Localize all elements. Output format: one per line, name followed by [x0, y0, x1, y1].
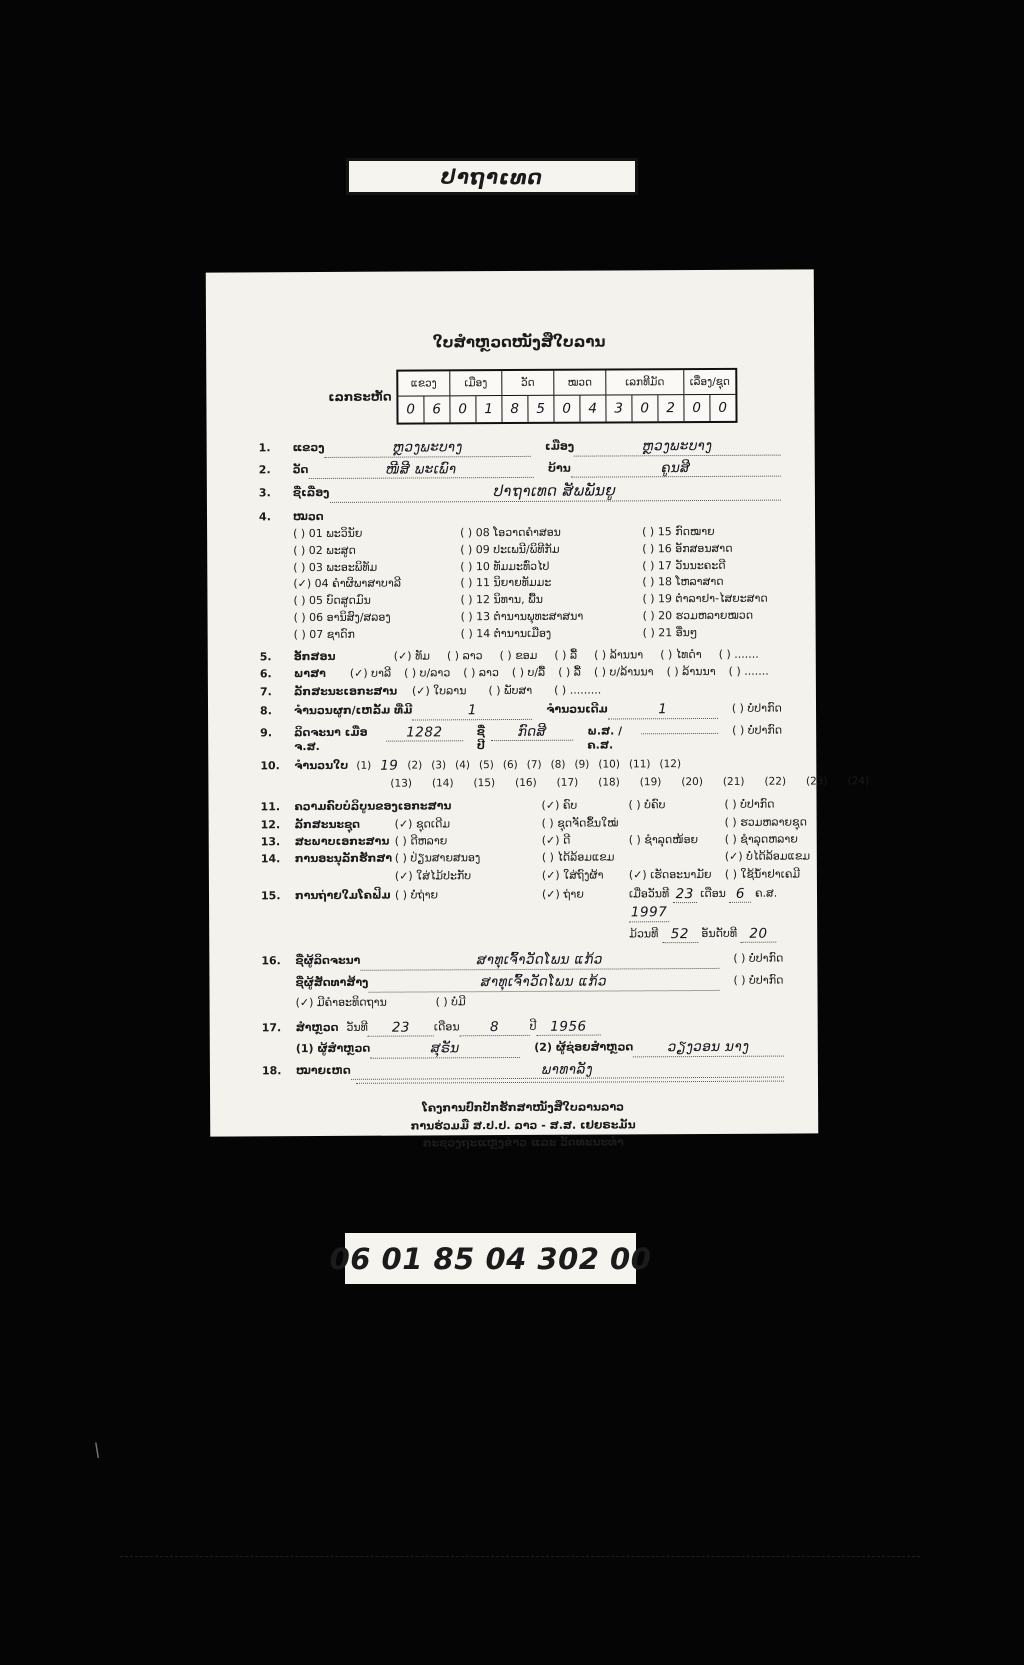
leaf-marker: (19) [639, 775, 662, 789]
handwritten-year-name: ກົດສີ [517, 723, 547, 740]
code-digit-cell: 4 [579, 396, 605, 422]
handwritten-temple: ໜີສີ ພະເພົາ [385, 460, 457, 478]
scanned-form-page [206, 269, 870, 1150]
leaf-marker: (18) [598, 776, 620, 789]
code-col-header: ແຂວງ [398, 371, 449, 397]
category-option: ( ) 02 ພະສູດ [293, 543, 356, 557]
dotted-field [308, 460, 534, 480]
script-option: ( ) ລື້ [554, 648, 578, 662]
code-digit-cell: 0 [631, 395, 657, 421]
form-item-14-row2 [261, 867, 801, 884]
handwritten-year: 1997 [630, 904, 668, 921]
handwritten-reel: 52 [670, 925, 689, 943]
handwritten-surveyor: ສຸຣັນ [430, 1040, 460, 1057]
handwritten-cs-year: 1282 [406, 723, 443, 741]
condition-option: ( ) ຊຳລຸດຫລາຍ [724, 832, 798, 846]
bottom-code-text: 06 01 85 04 302 00 [329, 1241, 652, 1276]
not-shown-option: ( ) ບໍ່ປາກົດ [732, 723, 783, 737]
field-label-fascicles: ຈຳນວນຜູກ/ເຫລັ້ມ ທີ່ມີ [294, 703, 413, 718]
colophon-option: (✓) ມີຄຳອະທິດຖານ [295, 995, 387, 1009]
dotted-field [356, 1081, 784, 1084]
category-option: ( ) 13 ຕຳນານພຸທະສາສນາ [460, 609, 584, 624]
leaf-marker: (7) [526, 758, 542, 772]
code-col-header: ເລກທີມັດ [606, 370, 683, 396]
category-option-checked: (✓) 04 ຄຳຜິພາສາບາລີ [293, 577, 401, 591]
language-option: ( ) ບ/ລ້ານນາ [593, 665, 654, 679]
preservation-option: (✓) ໃສ່ຖົງຜ້າ [541, 868, 604, 882]
dotted-field [412, 701, 532, 720]
field-label-leaf-count: ຈຳນວນໃບ [294, 758, 349, 773]
code-col-header: ເລື່ອງ/ຊຸດ [684, 369, 735, 395]
language-option: (✓) ບາລີ [349, 667, 392, 681]
scan-edge-line [120, 1556, 920, 1557]
handwritten-month: 6 [735, 885, 746, 902]
code-digit-cell: 3 [614, 400, 624, 417]
dotted-field [370, 1039, 520, 1058]
dotted-field [740, 925, 776, 944]
code-digit-cell: 0 [692, 400, 702, 417]
code-digit-cell: 0 [458, 401, 468, 418]
field-label-bs-cs: ພ.ສ. /ຄ.ສ. [587, 723, 623, 752]
category-option: ( ) 20 ຮວມຫລາຍໝວດ [642, 608, 754, 623]
preservation-option: ( ) ໃຊ້ນ້ຳຢາເຄມີ [724, 867, 801, 881]
leaf-marker: (5) [478, 759, 494, 772]
top-title-card [346, 158, 638, 195]
code-digit-cell: 0 [562, 401, 572, 418]
preservation-option: (✓) ເຮັດອະນາມັຍ [628, 867, 712, 881]
dotted-field [368, 1018, 434, 1037]
field-label-assistant: (2) ຜູ້ຊ່ອຍສຳຫຼວດ [534, 1040, 634, 1055]
handwritten-scribe: ສາທຸເຈົ້າວັດໂພນ ແກ້ວ [476, 951, 603, 969]
handwritten-district: ຫຼວງພະບາງ [642, 438, 713, 455]
form-item-10: 10. ຈຳນວນໃບ (1) 19 (2) (3) (4) (5) (6) (7) (8) (9) (10) (11) (12) [260, 757, 682, 774]
handwritten-donor: ສາທຸເຈົ້າວັດໂພນ ແກ້ວ [480, 973, 608, 991]
field-label-province: ແຂວງ [292, 441, 325, 455]
category-column-2 [460, 525, 643, 641]
field-label-scribe: ຊື່ຜູ້ລິດຈະນາ [295, 954, 361, 968]
doc-type-option: ( ) ພັບສາ [488, 683, 533, 697]
category-option: ( ) 08 ໂອວາດຄຳສອນ [460, 525, 561, 540]
field-label-category: ໝວດ [292, 509, 324, 523]
form-item-16: 16. ຊື່ຜູ້ລິດຈະນາ ສາທຸເຈົ້າວັດໂພນ ແກ້ວ ( ) ບໍ່ປາກົດ [261, 950, 783, 971]
not-shown-option: ( ) ບໍ່ປາກົດ [731, 701, 782, 715]
category-option: ( ) 15 ກົດໝາຍ [642, 524, 715, 539]
dotted-field [574, 437, 781, 457]
code-col-header: ວັດ [502, 370, 553, 396]
code-table-label: ເລກຣະຫັດ [328, 389, 392, 404]
dotted-field [633, 1038, 784, 1057]
microfilm-option: (✓) ຖ່າຍ [541, 887, 584, 901]
code-digit-cell: 5 [527, 396, 553, 422]
code-digit-cell: 8 [510, 401, 520, 418]
form-item-5: 5. ອັກສອນ (✓) ທັມ ( ) ລາວ ( ) ຂອມ ( ) ລື້ ( ) ລ້ານນາ ( ) ໄທດຳ ( ) ....... [259, 647, 759, 664]
form-item-15: 15. ການຖ່າຍໃມໂຄຟິມ ( ) ບໍ່ຖ່າຍ (✓) ຖ່າຍ ເມື່ອວັນທີ 23 ເດືອນ 6 ຄ.ສ. 1997 [261, 884, 783, 924]
leaf-marker: (10) [598, 758, 620, 771]
code-digit-cell: 0 [709, 395, 735, 421]
preservation-option: (✓) ບໍ່ໄດ້ລ້ອມແຂມ [724, 849, 811, 864]
script-option: ( ) ....... [718, 647, 759, 662]
field-label-condition: ສະພາບເອກະສານ [294, 834, 390, 849]
code-digit-cell: 1 [475, 396, 501, 422]
leaf-marker: (24) [847, 774, 870, 787]
doc-type-option: ( ) ......... [554, 683, 602, 697]
set-type-option: ( ) ຊຸດຈັດຂຶ້ນໃໝ່ [541, 816, 619, 830]
condition-option: (✓) ດີ [541, 833, 571, 847]
leaf-marker: (17) [556, 776, 579, 789]
handwritten-seq: 20 [749, 925, 768, 942]
field-label-microfilm: ການຖ່າຍໃມໂຄຟິມ [294, 888, 391, 902]
not-shown-option: ( ) ບໍ່ປາກົດ [733, 973, 784, 987]
leaf-marker: (14) [431, 776, 454, 790]
dotted-field [360, 950, 719, 970]
field-label-village: ບ້ານ [547, 461, 571, 475]
code-col-province [398, 371, 449, 423]
dotted-field [351, 1060, 784, 1081]
leaf-marker: (4) [455, 759, 471, 772]
category-option: ( ) 10 ທັມມະທົ່ວໄປ [460, 559, 550, 573]
page-footer [262, 1098, 784, 1152]
form-item-17-row2 [262, 1038, 784, 1059]
code-digit-cell: 6 [423, 396, 449, 422]
form-item-7: 7. ລັກສະນະເອກະສານ (✓) ໃບລານ ( ) ພັບສາ ( ) ......... [259, 683, 602, 699]
handwritten-village: ຄູນສີ [661, 459, 691, 476]
code-col-temple [501, 370, 553, 422]
category-option: ( ) 18 ໂຫລາສາດ [642, 575, 724, 589]
handwritten-count: 1 [658, 701, 668, 718]
leaf-marker: (12) [659, 758, 682, 771]
dotted-field [608, 700, 718, 719]
leaf-marker: (6) [502, 759, 518, 772]
completeness-option: ( ) ບໍ່ປາກົດ [724, 797, 775, 812]
form-item-6: 6. ພາສາ (✓) ບາລີ ( ) ບ/ລາວ ( ) ລາວ ( ) ບ/ລື້ ( ) ລື້ ( ) ບ/ລ້ານນາ ( ) ລ້ານນາ ( ) ....... [259, 665, 769, 681]
code-col-set [683, 369, 735, 421]
field-label-script: ອັກສອນ [293, 650, 336, 664]
field-label-donor: ຊື່ຜູ້ສັດທາສ້າງ [295, 975, 369, 990]
category-column-1 [293, 526, 461, 642]
handwritten-assistant: ວຽງວອນ ນາງ [667, 1039, 750, 1056]
set-type-option: (✓) ຊຸດເດີມ [394, 816, 451, 831]
code-col-header: ໝວດ [554, 370, 605, 396]
dotted-field [386, 723, 463, 742]
preservation-option: ( ) ປ່ຽນສາຍສນອງ [394, 851, 481, 865]
code-table [396, 367, 737, 424]
language-option: ( ) ລາວ [463, 666, 499, 680]
field-label-survey: ສຳຫຼວດ [295, 1020, 339, 1034]
language-option: ( ) ລ້ານນາ [666, 665, 716, 679]
footer-line-2: ການຮ່ວມມື ສ.ປ.ປ. ລາວ - ສ.ສ. ເຢຍຣະມັນ [410, 1117, 636, 1133]
dotted-field [329, 480, 781, 503]
field-label-remarks: ໝາຍເຫດ [295, 1063, 351, 1078]
category-option: ( ) 16 ອັກສອນສາດ [642, 541, 733, 556]
dotted-field [368, 972, 719, 992]
category-grid [293, 525, 782, 643]
dotted-field [673, 885, 697, 904]
form-item-3: 3. ຊື່ເລື່ອງ ປາຖາເທດ ສັພພັນຍູ [259, 480, 781, 503]
field-label-original-count: ຈຳນວນເດີມ [546, 702, 608, 716]
colophon-option: ( ) ບໍ່ມີ [435, 994, 466, 1008]
category-option: ( ) 11 ນິຍາຍທັມມະ [460, 576, 552, 590]
code-digit-cell: 0 [406, 401, 416, 418]
handwritten-leaf-count: 19 [380, 757, 399, 774]
not-shown-option: ( ) ບໍ່ປາກົດ [733, 952, 784, 966]
handwritten-count: 1 [467, 702, 477, 719]
form-item-13: 13. ສະພາບເອກະສານ ( ) ດີຫລາຍ (✓) ດີ ( ) ຊຳລຸດໜ້ອຍ ( ) ຊຳລຸດຫລາຍ [260, 832, 798, 849]
category-option: ( ) 03 ພະອະພິທັມ [293, 560, 378, 574]
microfilm-reel: ມ້ວນທີ 52 ອັນດັບທີ 20 [629, 925, 776, 944]
leaf-marker: (15) [473, 776, 496, 789]
completeness-option: (✓) ຄົບ [541, 798, 578, 813]
condition-option: ( ) ດີຫລາຍ [394, 834, 448, 848]
handwritten-text-title: ປາຖາເທດ ສັພພັນຍູ [493, 481, 617, 501]
field-label-title-of-text: ຊື່ເລື່ອງ [292, 486, 330, 500]
leaf-marker: (8) [550, 758, 566, 771]
leaf-marker: (23) [806, 775, 828, 788]
form-item-4: 4. ໝວດ [258, 509, 324, 524]
microfilm-date: ເມື່ອວັນທີ 23 ເດືອນ 6 ຄ.ສ. 1997 [628, 885, 778, 921]
script-option: (✓) ທັມ [393, 649, 431, 663]
leaf-marker: (2) [407, 759, 423, 772]
bottom-code-card [329, 1233, 652, 1284]
language-option: ( ) ບ/ລາວ [404, 666, 451, 680]
form-item-8: 8. ຈຳນວນຜູກ/ເຫລັ້ມ ທີ່ມີ 1 ຈຳນວນເດີມ 1 ( ) ບໍ່ປາກົດ [260, 701, 782, 719]
field-label-completeness: ຄວາມຄົບບໍລິບູນຂອງເອກະສານ [294, 799, 452, 814]
dotted-field [491, 722, 573, 741]
leaf-marker: (21) [722, 775, 745, 788]
category-column-3 [642, 525, 768, 641]
dotted-field [571, 458, 781, 478]
code-digit-cell: 2 [657, 395, 683, 421]
handwritten-survey-year: 1956 [550, 1018, 587, 1035]
form-item-18: 18. ໝາຍເຫດ ພາທາລັງ [262, 1060, 784, 1081]
category-option: ( ) 12 ນິທານ, ພື້ນ [460, 593, 543, 607]
completeness-option: ( ) ບໍ່ຄົບ [628, 798, 666, 812]
dotted-field [729, 885, 751, 904]
dotted-field [662, 925, 698, 944]
form-item-18-row2 [262, 1081, 784, 1085]
language-option: ( ) ບ/ລື້ [511, 666, 546, 680]
form-item-15-row2 [261, 924, 783, 945]
scan-scratch-mark: \ [92, 1439, 102, 1462]
leaf-marker: (13) [390, 777, 413, 790]
form-item-2: 2. ວັດ ໜີສີ ພະເພົາ ບ້ານ ຄູນສີ [259, 458, 781, 479]
category-option: ( ) 09 ປະເພນີ/ພິທີກັມ [460, 542, 560, 557]
form-title: ໃບສຳຫຼວດໜັງສືໃບລານ [432, 332, 606, 352]
field-label-composed-cs: ລິດຈະນາ ເມື່ອ ຈ.ສ. [294, 725, 368, 753]
form-item-16-row2 [261, 972, 783, 993]
language-option: ( ) ລື້ [558, 666, 581, 680]
category-option: ( ) 06 ອານິສົງ/ສລອງ [293, 610, 391, 625]
footer-line-3: ກະຊວງຖະແຫຼງຂ່າວ ແລະ ວັດທະນະທຳ [422, 1134, 624, 1150]
form-item-9: 9. ລິດຈະນາ ເມື່ອ ຈ.ສ. 1282 ຊື່ປີ ກົດສີ ພ.ສ. /ຄ.ສ. ( ) ບໍ່ປາກົດ [260, 723, 783, 753]
leaf-marker: (11) [628, 758, 651, 771]
code-table-block [328, 367, 780, 425]
code-col-header: ເມືອງ [450, 371, 501, 397]
script-option: ( ) ລາວ [446, 649, 483, 663]
category-option: ( ) 07 ຊາດົກ [293, 627, 355, 641]
field-label-district: ເມືອງ [544, 439, 575, 453]
dotted-field [629, 904, 669, 923]
field-label-temple: ວັດ [292, 462, 309, 476]
form-item-16-row3 [262, 993, 784, 1010]
field-label-doc-type: ລັກສະນະເອກະສານ [293, 684, 398, 698]
code-col-district [449, 371, 501, 423]
top-title-text: ປາຖາເທດ [441, 164, 543, 189]
script-option: ( ) ລ້ານນາ [594, 648, 644, 662]
dotted-field [460, 1018, 530, 1037]
form-item-11: 11. ຄວາມຄົບບໍລິບູນຂອງເອກະສານ (✓) ຄົບ ( ) ບໍ່ຄົບ ( ) ບໍ່ປາກົດ [260, 797, 775, 814]
language-option: ( ) ....... [728, 665, 769, 679]
dotted-field [536, 1017, 600, 1036]
handwritten-survey-month: 8 [489, 1018, 500, 1035]
field-label-surveyor: (1) ຜູ້ສຳຫຼວດ [295, 1042, 371, 1056]
field-label-set-type: ລັກສະນະຊຸດ [294, 817, 361, 831]
handwritten-day: 23 [675, 885, 694, 902]
preservation-option: ( ) ໄດ້ລ້ອມແຂມ [541, 850, 615, 865]
category-option: ( ) 17 ວັນນະຄະດີ [642, 558, 726, 572]
leaf-marker: (9) [574, 758, 590, 771]
footer-line-1: ໂຄງການປົກປັກຮັກສາໜັງສືໃບລານລາວ [422, 1100, 625, 1115]
script-option: ( ) ໄທດຳ [660, 648, 702, 662]
field-label-year-name: ຊື່ປີ [476, 724, 485, 753]
field-label-preservation: ການອະນຸລັກຮັກສາ [294, 851, 393, 866]
condition-option: ( ) ຊຳລຸດໜ້ອຍ [628, 832, 699, 847]
category-option: ( ) 14 ຕຳນານເມືອງ [460, 626, 552, 641]
microfilm-option: ( ) ບໍ່ຖ່າຍ [394, 888, 439, 902]
handwritten-survey-day: 23 [391, 1019, 411, 1036]
leaf-marker: (1) [356, 759, 372, 772]
dotted-field [324, 438, 531, 458]
leaf-marker: (16) [515, 776, 537, 789]
form-item-10-row2 [390, 774, 870, 791]
handwritten-remarks: ພາທາລັງ [541, 1061, 593, 1078]
category-option: ( ) 19 ຕຳລາຢາ-ໄສຍະສາດ [642, 591, 768, 606]
code-col-category [553, 370, 605, 422]
script-option: ( ) ຂອມ [499, 648, 538, 663]
category-option: ( ) 01 ພະວິນັຍ [293, 526, 363, 541]
leaf-marker: (20) [681, 775, 703, 788]
form-item-1: 1. ແຂວງ ຫຼວງພະບາງ ເມືອງ ຫຼວງພະບາງ [259, 437, 781, 458]
field-label-language: ພາສາ [293, 667, 326, 681]
dotted-field [641, 732, 718, 733]
form-item-14: 14. ການອະນຸລັກຮັກສາ ( ) ປ່ຽນສາຍສນອງ ( ) ໄດ້ລ້ອມແຂມ (✓) ບໍ່ໄດ້ລ້ອມແຂມ [260, 849, 811, 866]
category-option: ( ) 21 ອື່ນໆ [642, 625, 698, 640]
form-item-17: 17. ສຳຫຼວດ ວັນທີ 23 ເດືອນ 8 ປີ 1956 [262, 1016, 784, 1037]
leaf-marker: (3) [431, 759, 447, 772]
handwritten-province: ຫຼວງພະບາງ [392, 439, 463, 456]
leaf-marker: (22) [764, 775, 787, 788]
form-item-12: 12. ລັກສະນະຊຸດ (✓) ຊຸດເດີມ ( ) ຊຸດຈັດຂຶ້ນໃໝ່ ( ) ຮວມຫລາຍຊຸດ [260, 815, 807, 831]
doc-type-option: (✓) ໃບລານ [411, 683, 467, 698]
code-col-bundle [605, 370, 683, 422]
category-option: ( ) 05 ບົດສູດມົນ [293, 593, 371, 608]
set-type-option: ( ) ຮວມຫລາຍຊຸດ [724, 815, 807, 829]
preservation-option: (✓) ໃສ່ໄມ້ປະກັບ [394, 868, 472, 883]
